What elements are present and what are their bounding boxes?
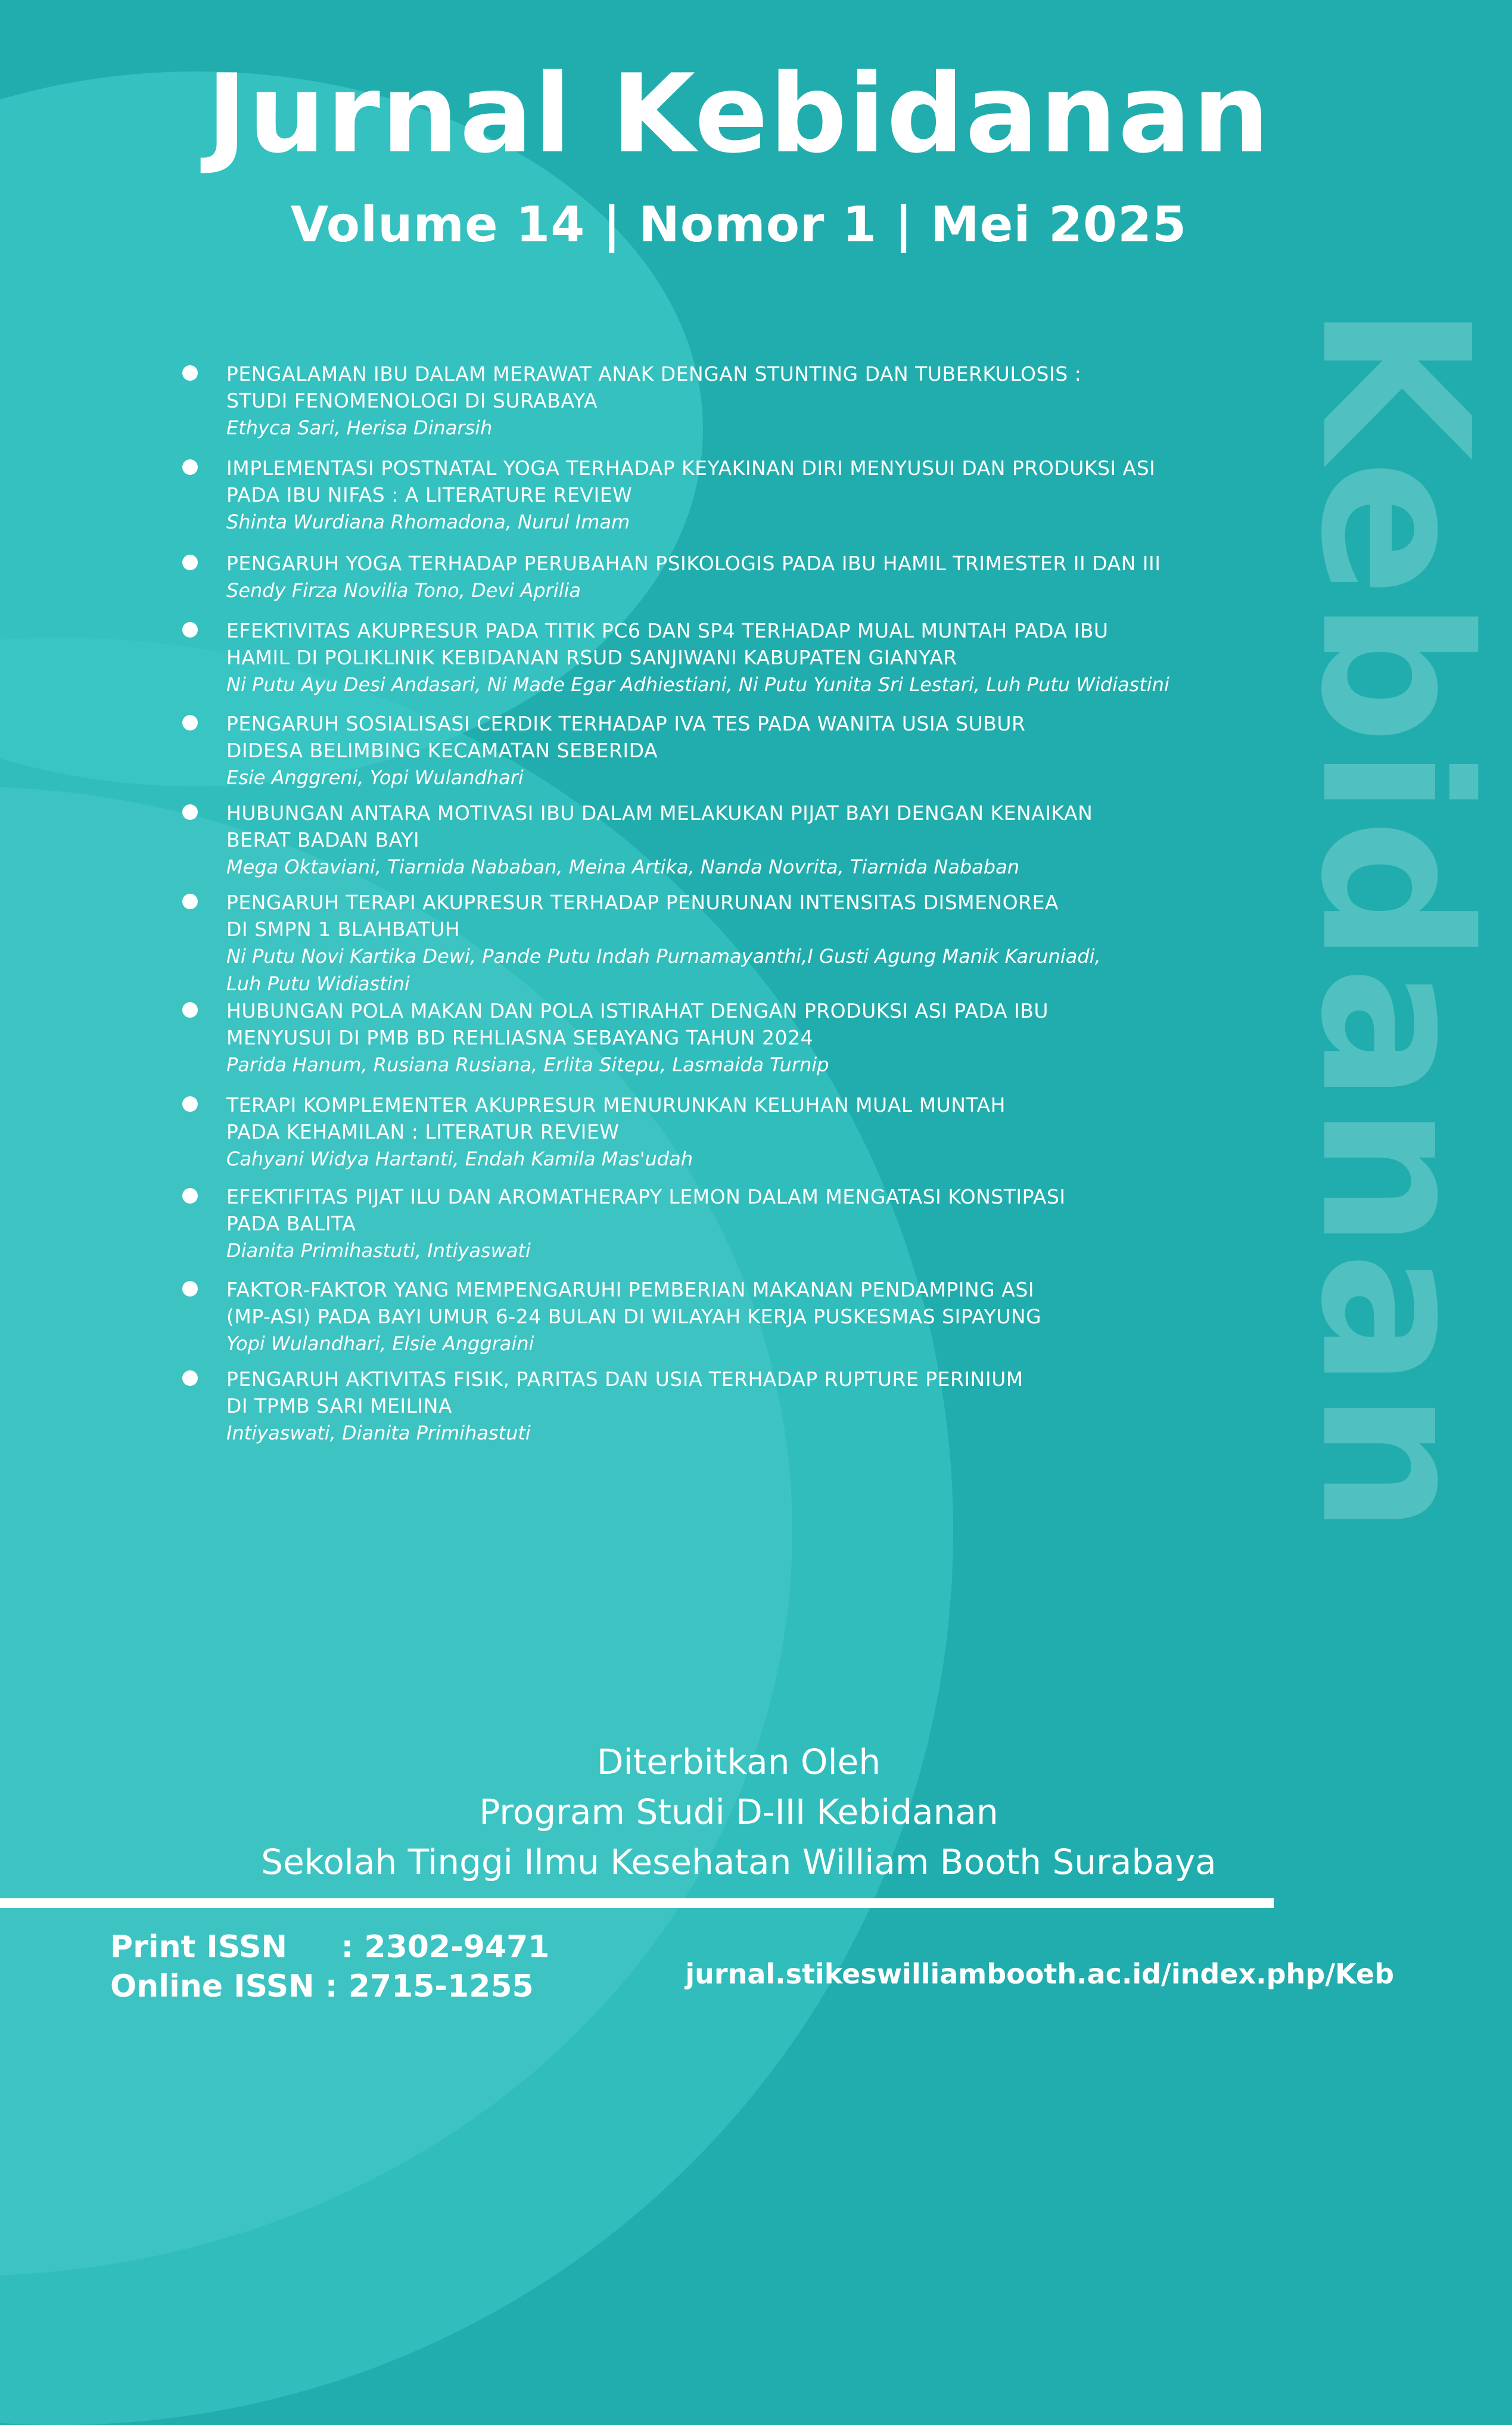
article-title: EFEKTIFITAS PIJAT ILU DAN AROMATHERAPY LEMON DALAM MENGATASI KONSTIPASI PADA BALITA [226,1185,1066,1235]
article-title: PENGARUH SOSIALISASI CERDIK TERHADAP IVA TES PADA WANITA USIA SUBUR DIDESA BELIMBING KECAMATAN SEBERIDA [226,712,1026,762]
publisher-block [0,1737,1477,1887]
article-title: IMPLEMENTASI POSTNATAL YOGA TERHADAP KEYAKINAN DIRI MENYUSUI DAN PRODUKSI ASI PADA IBU NIFAS : A LITERATURE REVIEW [226,456,1156,506]
article-title: PENGARUH AKTIVITAS FISIK, PARITAS DAN USIA TERHADAP RUPTURE PERINIUM DI TPMB SARI MEILINA [226,1367,1023,1417]
article-title: PENGALAMAN IBU DALAM MERAWAT ANAK DENGAN STUNTING DAN TUBERKULOSIS : STUDI FENOMENOLOGI DI SURABAYA [226,362,1082,412]
article-entry [179,1276,1311,1357]
article-authors: Mega Oktaviani, Tiarnida Nababan, Meina Artika, Nanda Novrita, Tiarnida Nababan [226,856,1019,878]
article-entry [179,550,1311,604]
article-entry [179,997,1311,1078]
article-entry [179,360,1311,442]
bullet-icon [182,804,198,820]
article-entry [179,455,1311,536]
issn-block [110,1927,549,2006]
article-title: PENGARUH YOGA TERHADAP PERUBAHAN PSIKOLOGIS PADA IBU HAMIL TRIMESTER II DAN III [226,552,1161,575]
bullet-icon [182,1370,198,1386]
article-authors: Dianita Primihastuti, Intiyaswati [226,1239,531,1262]
bullet-icon [182,715,198,730]
article-title: EFEKTIVITAS AKUPRESUR PADA TITIK PC6 DAN SP4 TERHADAP MUAL MUNTAH PADA IBU HAMIL DI POLIKLINIK KEBIDANAN RSUD SANJIWANI KABUPATEN GIANYAR [226,619,1109,669]
article-authors: Sendy Firza Novilia Tono, Devi Aprilia [226,579,581,602]
institution-name: Sekolah Tinggi Ilmu Kesehatan William Booth Surabaya [261,1842,1217,1882]
article-authors: Yopi Wulandhari, Elsie Anggraini [226,1332,534,1355]
bullet-icon [182,1188,198,1204]
article-authors: Shinta Wurdiana Rhomadona, Nurul Imam [226,511,630,533]
bullet-icon [182,459,198,475]
article-title: TERAPI KOMPLEMENTER AKUPRESUR MENURUNKAN KELUHAN MUAL MUNTAH PADA KEHAMILAN : LITERATUR REVIEW [226,1093,1006,1143]
journal-title: Jurnal Kebidanan [206,51,1271,177]
article-authors: Parida Hanum, Rusiana Rusiana, Erlita Sitepu, Lasmaida Turnip [226,1053,829,1076]
online-issn-value: 2715-1255 [348,1969,534,2004]
article-authors: Ni Putu Ayu Desi Andasari, Ni Made Egar Adhiestiani, Ni Putu Yunita Sri Lestari, Luh Putu Widiastini [226,673,1169,696]
article-authors: Cahyani Widya Hartanti, Endah Kamila Mas'udah [226,1148,693,1170]
article-authors: Intiyaswati, Dianita Primihastuti [226,1422,531,1444]
print-issn-label: Print ISSN : [110,1929,365,1965]
study-program: Program Studi D-III Kebidanan [479,1792,998,1832]
issue-line: Volume 14 | Nomor 1 | Mei 2025 [290,197,1187,253]
article-entry [179,889,1311,997]
table-of-contents [179,360,1311,1447]
bullet-icon [182,1002,198,1018]
article-authors: Ni Putu Novi Kartika Dewi, Pande Putu Indah Purnamayanthi,I Gusti Agung Manik Karuniadi, Luh Putu Widiastini [226,945,1101,995]
bullet-icon [182,622,198,638]
publisher-heading: Diterbitkan Oleh [596,1742,881,1782]
article-entry [179,1092,1311,1173]
bullet-icon [182,365,198,381]
article-title: FAKTOR-FAKTOR YANG MEMPENGARUHI PEMBERIAN MAKANAN PENDAMPING ASI (MP-ASI) PADA BAYI UMUR 6-24 BULAN DI WILAYAH KERJA PUSKESMAS SIPAYUNG [226,1278,1042,1328]
footer-divider [0,1898,1274,1908]
print-issn-value: 2302-9471 [364,1929,550,1965]
bullet-icon [182,555,198,570]
journal-url: jurnal.stikeswilliambooth.ac.id/index.php/Keb [685,1958,1394,1990]
article-entry [179,617,1311,698]
online-issn-row [110,1967,549,2006]
bullet-icon [182,1096,198,1112]
article-entry [179,1366,1311,1447]
online-issn-label: Online ISSN : [110,1969,349,2004]
article-title: PENGARUH TERAPI AKUPRESUR TERHADAP PENURUNAN INTENSITAS DISMENOREA DI SMPN 1 BLAHBATUH [226,891,1059,941]
article-entry [179,1183,1311,1264]
article-authors: Esie Anggreni, Yopi Wulandhari [226,766,524,789]
bullet-icon [182,894,198,909]
article-title: HUBUNGAN ANTARA MOTIVASI IBU DALAM MELAKUKAN PIJAT BAYI DENGAN KENAIKAN BERAT BADAN BAYI [226,801,1093,851]
article-entry [179,710,1311,791]
article-authors: Ethyca Sari, Herisa Dinarsih [226,416,493,439]
article-title: HUBUNGAN POLA MAKAN DAN POLA ISTIRAHAT DENGAN PRODUKSI ASI PADA IBU MENYUSUI DI PMB BD REHLIASNA SEBAYANG TAHUN 2024 [226,999,1049,1049]
article-entry [179,800,1311,881]
masthead [0,51,1477,253]
bullet-icon [182,1281,198,1297]
print-issn-row [110,1927,549,1967]
vertical-watermark-word: Kebidanan [1276,304,1512,1538]
